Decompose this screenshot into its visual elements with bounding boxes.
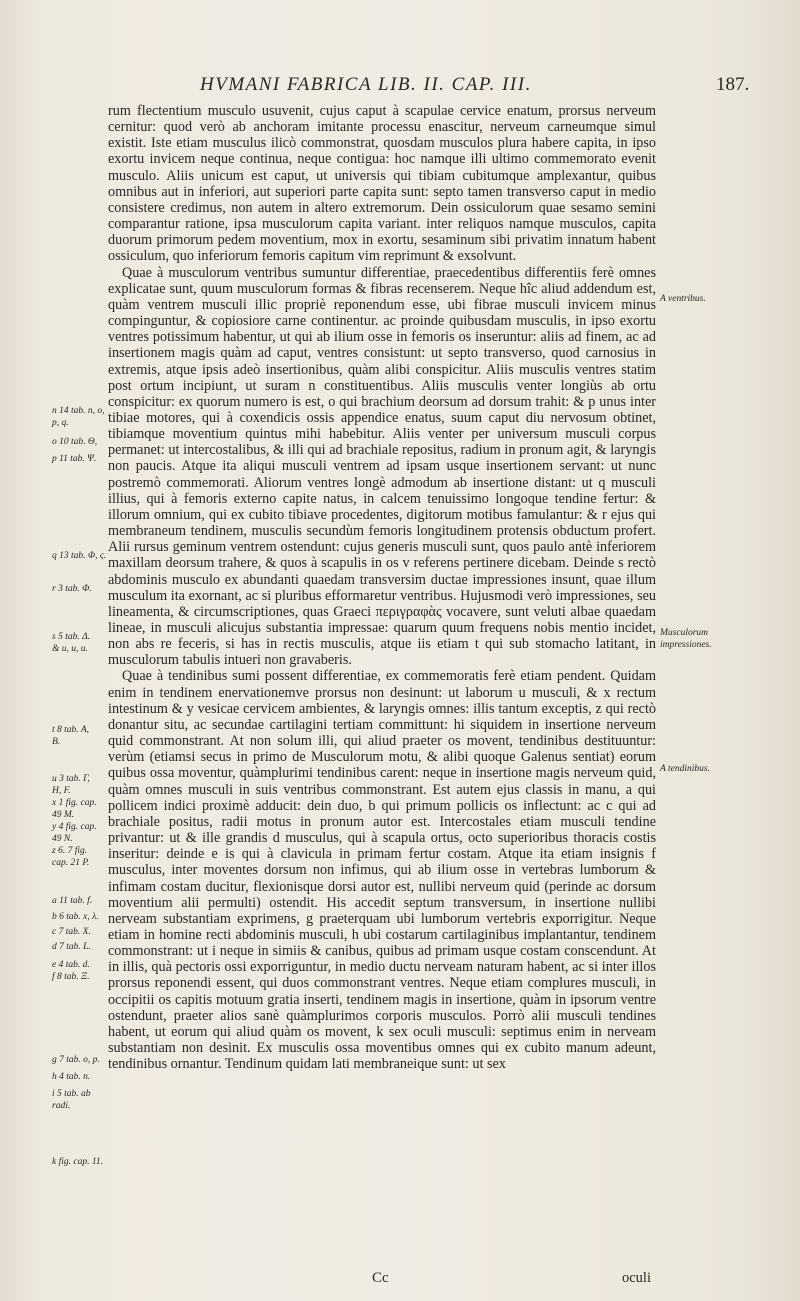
margin-note-b: b 6 tab. x, λ. <box>52 912 99 922</box>
margin-note-a: a 11 tab. f. <box>52 896 93 906</box>
margin-heading-ventribus: A ventribus. <box>660 294 706 304</box>
margin-note-u: u 3 tab. Γ, <box>52 774 90 784</box>
margin-note-s: s 5 tab. Δ. <box>52 632 91 642</box>
margin-note-t-cont: B. <box>52 737 61 747</box>
margin-note-n: n 14 tab. n, o, <box>52 406 105 416</box>
margin-note-z: z 6. 7 fig. <box>52 846 88 856</box>
margin-note-o: o 10 tab. Θ, <box>52 437 98 447</box>
margin-note-z-cont: cap. 21 P. <box>52 858 90 868</box>
margin-note-u-cont: H, F. <box>52 786 71 796</box>
margin-note-i: i 5 tab. ab <box>52 1089 91 1099</box>
paragraph-2: Quae à musculorum ventribus sumuntur differentiae, praecedentibus differentiis ferè omnes explicatae sunt, quum musculorum formas & fibras recenserem. Neque hîc aliud addendum est, quàm ventrem musculi illic propriè reponendum esse, ubi fibrae musculi invicem minus compinguntur, & copiosiore carne continentur. ac proinde quibusdam musculis, in ipso exortu ventres potissimum habentur, ut qui ab ilium osse in femoris os inseruntur: aliis ad finem, ac ad insertionem magis quàm ad caput, ventres consistunt: ut septo transverso, quod carnosius in extremis, atque ipsis adeò insertionibus, quàm alibi conspicitur. Aliis musculis ventres statim post ortum incipiunt, ut suram n constituentibus. Aliis musculis venter longiùs ab ortu conspicitur: ex quorum numero is est, o qui brachium deorsum ad dorsum trahit: & p unus inter tibiae motores, qui à coxendicis ossis appendice enatus, suum caput diu nervosum obtinet, tibiamque moventium quintus mihi habebitur. Aliis venter per universum musculi corpus permanet: ut intercostalibus, & illi qui ad brachiale repositus, radium in pronum agit, & laryngis non paucis. Atque ita aliqui musculi ventrem ad ipsam usque insertionem servant: ut nunc postremò commemorati. Aliorum ventres longè admodum ab insertione distant: ut q musculi illius, qui à femoris externo capite natus, in calcem tenuissimo longoque tendine fertur: & illorum omnium, qui ex cubito tibiave procedentes, digitorum motibus famulantur: & r ejus qui membraneum tendinem, musculis secundùm femoris longitudinem protensis obductum profert. Alii rursus geminum ventrem ostendunt: cujus generis musculi sunt, quos paulo antè inferiorem maxillam deorsum trahere, & quos à scapulis in os v referens pertinere dicebam. Deinde s rectò abdominis musculo ex abundanti quaedam transversim ductae impressiones insunt, quae illum musculum ita exornant, ac si pluribus efformaretur ventribus. Hujusmodi verò impressiones, seu lineamenta, & circumscriptiones, quas Graeci περιγραφὰς vocavere, sunt veluti albae quaedam lineae, in musculi alicujus substantia impressae: quarum quum frequens nobis mentio incidet, non abs re feceris, si has in rectis musculis, atque iis etiam t qui sub stomacho latitant, in musculorum tabulis intueri non gravaberis. <box>108 264 656 669</box>
margin-note-y-cont: 49 N. <box>52 834 73 844</box>
paragraph-3: Quae à tendinibus sumi possent differentiae, ex commemoratis ferè etiam pendent. Quidam enim in tendinem enervationemve prorsus non desinunt: ut laborum u musculi, & x rectum intestinum & y vesicae cervicem ambientes, & laryngis omnes: illis tantum exceptis, z qui rectò donantur situ, ac secundae cartilagini tertiam committunt: hi siquidem in insertione nerveum quid commonstrant. At non solum illi, qui aliud praeter os movent, tendinibus destituuntur: verùm (etiamsi secus in primo de Musculorum motu, & alibi quoque Galenus sentiat) eorum quibus ossa moventur, quàmplurimi tendinibus carent: neque in insertione magis nerveum quid, quàm omnes musculi in suis ventribus commonstrant. Est autem ejus classis in manu, a qui pollicem indici proximè adducit: dein duo, b qui primum pollicis os inflectunt: ac c qui ad brachiale positus, radii motus in pronum autor est. Intercostales etiam musculi tendine privantur: ut & ille grandis d musculus, qui à scapula ortus, octo superioribus thoracis costis inseritur: deinde e is qui à clavicula in primam fertur costam. Atque ita etiam insignis f musculus, inter moventes dorsum non infimus, qui ab ilium osse in vertebras lumborum & infimam costam ducitur, flexionisque dorsi autor est, nullibi nerveum quid (perinde ac dorsum moventium alii permulti) ostendit. His accedit septum transversum, in insertione nullibi nerveam substantiam exprimens, g praeterquam ubi lumborum vertebris exporrigitur. Neque etiam in homine recti abdominis musculi, h ubi costarum cartilaginibus implantantur, tendinem commonstrant: ut i neque in simiis & canibus, quibus ad primam usque costam conscendunt. At in illis, quà pectoris ossi exporriguntur, in medio ductu nerveam naturam habent, ac si inter illos prorsus reponendi essent, qui duos commonstrant ventres. Neque etiam complures musculi, in occipitii os capitis motuum gratia inserti, tendinem magis in insertione, quàm in ipsorum ventre ostendunt, praeter alios sanè quàmplurimos corporis musculos. Porrò alii musculi tendines habent, ut eorum qui aliud quàm os movent, k sex oculi musculi: septimus enim in nerveam substantiam non desinit. Ex musculis ossa moventibus omnes qui ex cubito manum adeunt, tendinibus ornantur. Tendinum quidam lati membraneique sunt: ut sex <box>108 668 656 1073</box>
margin-note-d: d 7 tab. L. <box>52 942 91 952</box>
margin-heading-tendinibus: A tendinibus. <box>660 764 710 774</box>
margin-note-c: c 7 tab. X. <box>52 927 91 937</box>
margin-note-t: t 8 tab. A, <box>52 725 90 735</box>
margin-note-s-cont: & u, u, u. <box>52 644 88 654</box>
catchword: oculi <box>622 1270 651 1286</box>
margin-note-p: p 11 tab. Ψ. <box>52 454 97 464</box>
page-number: 187. <box>716 74 750 95</box>
margin-note-x: x 1 fig. cap. <box>52 798 97 808</box>
margin-heading-impressiones: impressiones. <box>660 640 712 650</box>
margin-note-g: g 7 tab. o, p. <box>52 1055 100 1065</box>
margin-note-q: q 13 tab. Φ, ς. <box>52 551 107 561</box>
main-text <box>108 103 656 1072</box>
signature-mark: Cc <box>372 1270 389 1286</box>
margin-note-e: e 4 tab. d. <box>52 960 90 970</box>
margin-note-x-cont: 49 M. <box>52 810 75 820</box>
margin-note-r: r 3 tab. Φ. <box>52 584 92 594</box>
margin-note-y: y 4 fig. cap. <box>52 822 97 832</box>
running-title: HVMANI FABRICA LIB. II. CAP. III. <box>200 74 532 95</box>
margin-note-h: h 4 tab. n. <box>52 1072 91 1082</box>
margin-heading-musculorum: Musculorum <box>660 628 709 638</box>
margin-note-i-cont: radi. <box>52 1101 71 1111</box>
margin-note-f: f 8 tab. Ξ. <box>52 972 90 982</box>
margin-note-pq: p, q. <box>52 418 69 428</box>
paragraph-1: rum flectentium musculo usuvenit, cujus caput à scapulae cervice enatum, prorsus nerveum cernitur: quod verò ab anchoram imitante processu enascitur, nerveum carneumque simul existit. Iste etiam musculus ilicò commonstrat, quosdam musculos plura habere capita, in ipso exortu invicem neque continua, neque contigua: hoc namque illi ultimo commemorato evenit musculo. Aliis unicum est caput, ut universis qui tibiam cubitumque amplexantur, quibus omnibus aut in inferiori, aut superiori parte capita sunt: septo tamen transverso caput in medio consistere credimus, non autem in altero extremorum. Dein ossiculorum quae sesamo semini comparantur ratione, ipsa musculorum capita variant. inter reliquos namque musculos, capita duorum primorum pedem moventium, mox in exortu, sesaminum sibi privatim innatum habent ossiculum, quo inferiorum femoris capitum vim reprimunt & exsolvunt. <box>108 103 656 265</box>
margin-note-k: k fig. cap. 11. <box>52 1157 104 1167</box>
